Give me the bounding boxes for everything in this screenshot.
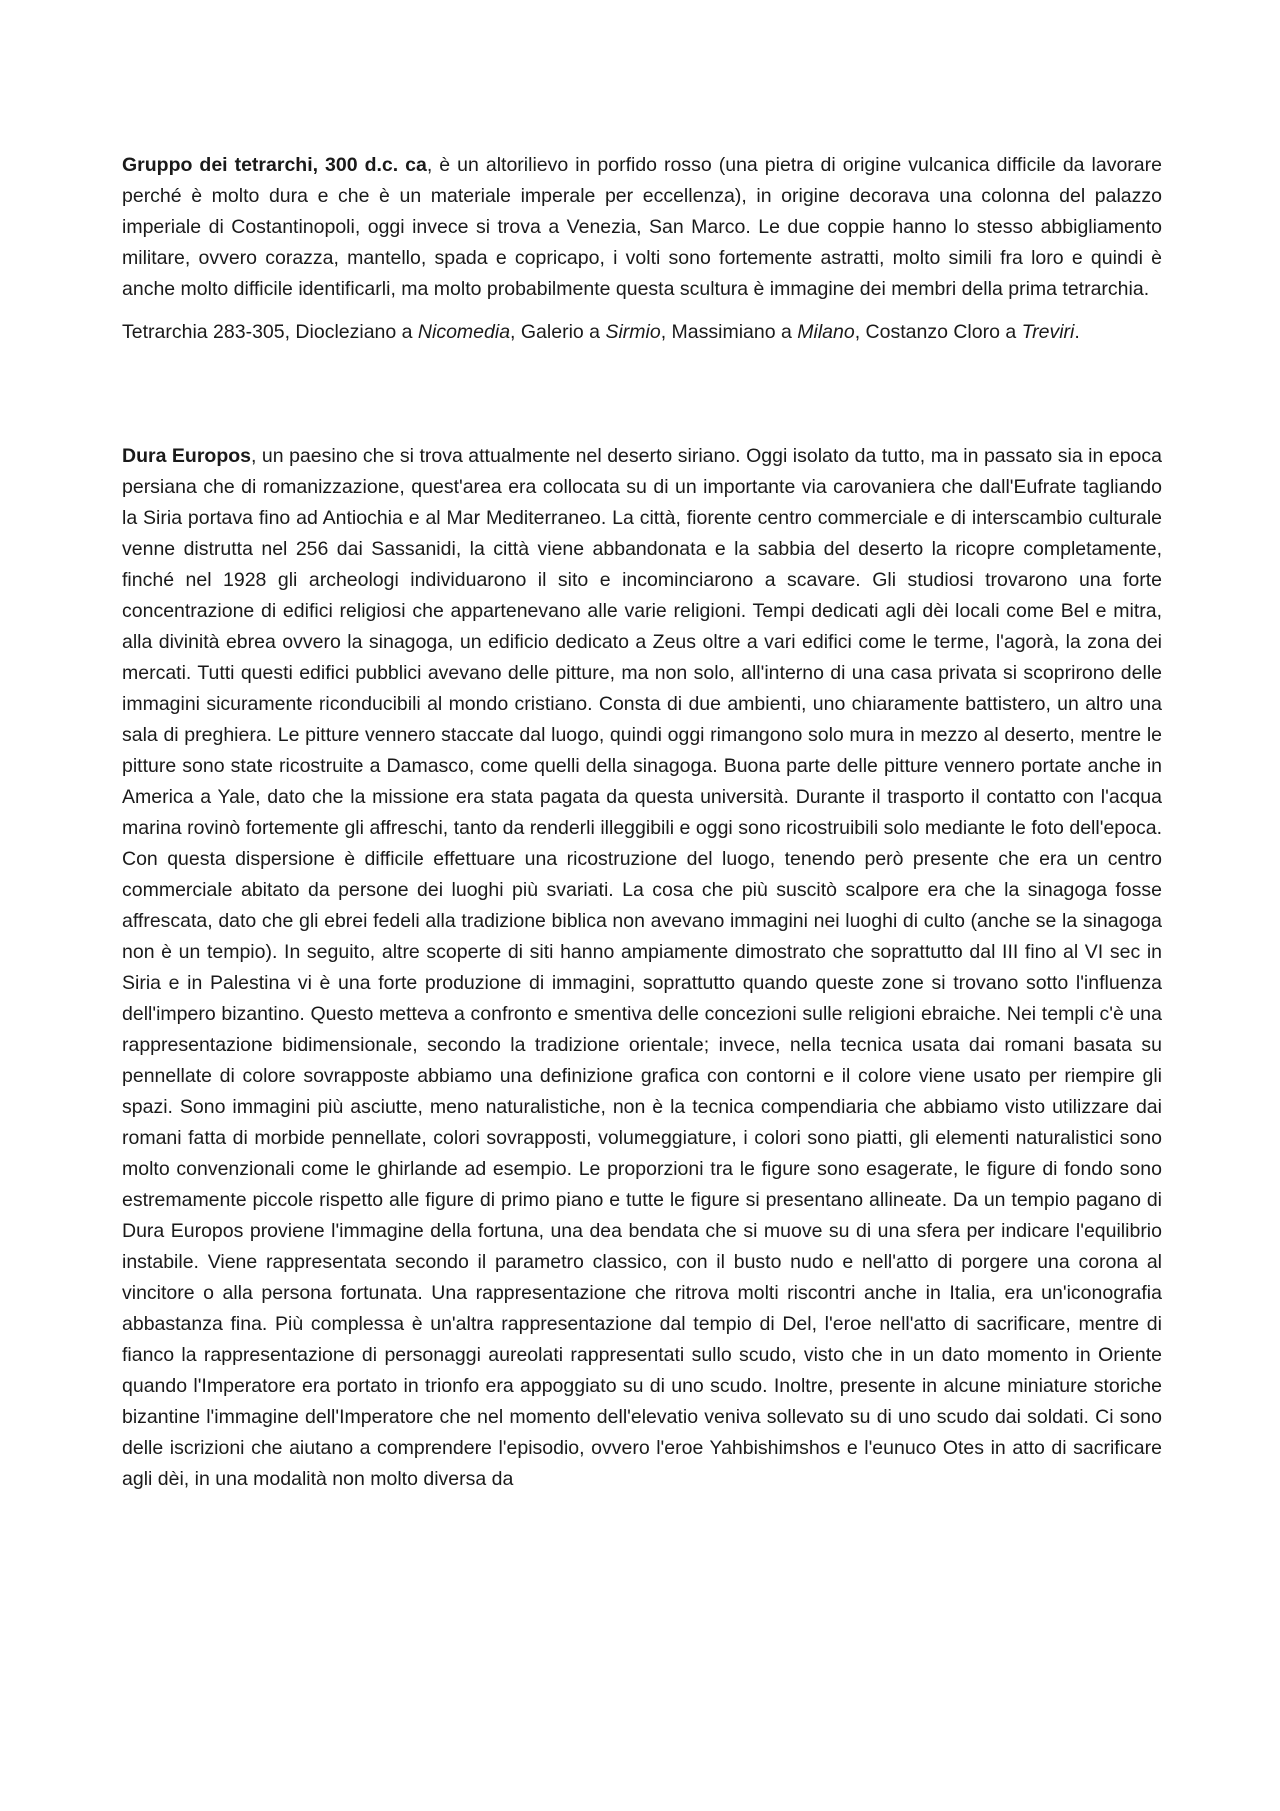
text-segment: , Costanzo Cloro a: [854, 321, 1022, 343]
city-name: Nicomedia: [417, 321, 511, 343]
paragraph-body: , un paesino che si trova attualmente nel deserto siriano. Oggi isolato da tutto, ma in passato sia in epoca persiana che di romanizzazione, quest'area era collocata su di un importante via carovaniera che dall'Eufrate tagliando la Siria portava fino ad Antiochia e al Mar Mediterraneo. La città, fiorente centro commerciale e di interscambio culturale venne distrutta nel 256 dai Sassanidi, la città viene abbandonata e la sabbia del deserto la ricopre completamente, finché nel 1928 gli archeologi individuarono il sito e incominciarono a scavare. Gli studiosi trovarono una forte concentrazione di edifici religiosi che appartenevano alle varie religioni. Tempi dedicati agli dèi locali come Bel e mitra, alla divinità ebrea ovvero la sinagoga, un edificio dedicato a Zeus oltre a vari edifici come le terme, l'agorà, la zona dei mercati. Tutti questi edifici pubblici avevano delle pitture, ma non solo, all'interno di una casa privata si scoprirono delle immagini sicuramente riconducibili al mondo cristiano. Consta di due ambienti, uno chiaramente battistero, un altro una sala di preghiera. Le pitture vennero staccate dal luogo, quindi oggi rimangono solo mura in mezzo al deserto, mentre le pitture sono state ricostruite a Damasco, come quelli della sinagoga. Buona parte delle pitture vennero portate anche in America a Yale, dato che la missione era stata pagata da questa università. Durante il trasporto il contatto con l'acqua marina rovinò fortemente gli affreschi, tanto da renderli illeggibili e oggi sono ricostruibili solo mediante le foto dell'epoca. Con questa dispersione è difficile effettuare una ricostruzione del luogo, tenendo però presente che era un centro commerciale abitato da persone dei luoghi più svariati. La cosa che più suscitò scalpore era che la sinagoga fosse affrescata, dato che gli ebrei fedeli alla tradizione biblica non avevano immagini nei luoghi di culto (anche se la sinagoga non è un tempio). In seguito, altre scoperte di siti hanno ampiamente dimostrato che soprattutto dal III fino al VI sec in Siria e in Palestina vi è una forte produzione di immagini, soprattutto quando queste zone si trovano sotto l'influenza dell'impero bizantino. Questo metteva a confronto e smentiva delle concezioni sulle religioni ebraiche. Nei templi c'è una rappresentazione bidimensionale, secondo la tradizione orientale; invece, nella tecnica usata dai romani basata su pennellate di colore sovrapposte abbiamo una definizione grafica con contorni e il colore viene usato per riempire gli spazi. Sono immagini più asciutte, meno naturalistiche, non è la tecnica compendiaria che abbiamo visto utilizzare dai romani fatta di morbide pennellate, colori sovrapposti, volumeggiature, i colori sono piatti, gli elementi naturalistici sono molto convenzionali come le ghirlande ad esempio. Le proporzioni tra le figure sono esagerate, le figure di fondo sono estremamente piccole rispetto alle figure di primo piano e tutte le figure si presentano allineate. Da un tempio pagano di Dura Europos proviene l'immagine della fortuna, una dea bendata che si muove su di una sfera per indicare l'equilibrio instabile. Viene rappresentata secondo il parametro classico, con il busto nudo e nell'atto di porgere una corona al vincitore o alla persona fortunata. Una rappresentazione che ritrova molti riscontri anche in Italia, era un'iconografia abbastanza fina. Più complessa è un'altra rappresentazione dal tempio di Del, l'eroe nell'atto di sacrificare, mentre di fianco la rappresentazione di personaggi aureolati rappresentati sullo scudo, visto che in un dato momento in Oriente quando l'Imperatore era portato in trionfo era appoggiato su di uno scudo. Inoltre, presente in alcune miniature storiche bizantine l'immagine dell'Imperatore che nel momento dell'elevatio veniva sollevato su di uno scudo dai soldati. Ci sono delle iscrizioni che aiutano a comprendere l'episodio, ovvero l'eroe Yahbishimshos e l'eunuco Otes in atto di sacrificare agli dèi, in una modalità non molto diversa da: [122, 445, 1162, 1490]
document-page: [122, 150, 1162, 1495]
city-name: Sirmio: [605, 321, 661, 343]
text-segment: , Massimiano a: [660, 321, 798, 343]
text-segment: .: [1074, 321, 1080, 343]
city-name: Treviri: [1021, 321, 1075, 343]
text-segment: , Galerio a: [510, 321, 606, 343]
paragraph-title: Dura Europos: [122, 445, 252, 467]
city-name: Milano: [797, 321, 855, 343]
paragraph-tetrarchi: [122, 150, 1162, 305]
paragraph-tetrarchia: [122, 317, 1162, 348]
paragraph-dura-europos: [122, 441, 1162, 1495]
paragraph-body: , è un altorilievo in porfido rosso (una pietra di origine vulcanica difficile da lavorare perché è molto dura e che è un materiale imperale per eccellenza), in origine decorava una colonna del palazzo imperiale di Costantinopoli, oggi invece si trova a Venezia, San Marco. Le due coppie hanno lo stesso abbigliamento militare, ovvero corazza, mantello, spada e copricapo, i volti sono fortemente astratti, molto simili fra loro e quindi è anche molto difficile identificarli, ma molto probabilmente questa scultura è immagine dei membri della prima tetrarchia.: [122, 154, 1162, 300]
paragraph-title: Gruppo dei tetrarchi, 300 d.c. ca: [122, 154, 427, 176]
text-segment: Tetrarchia 283-305, Diocleziano a: [122, 321, 418, 343]
